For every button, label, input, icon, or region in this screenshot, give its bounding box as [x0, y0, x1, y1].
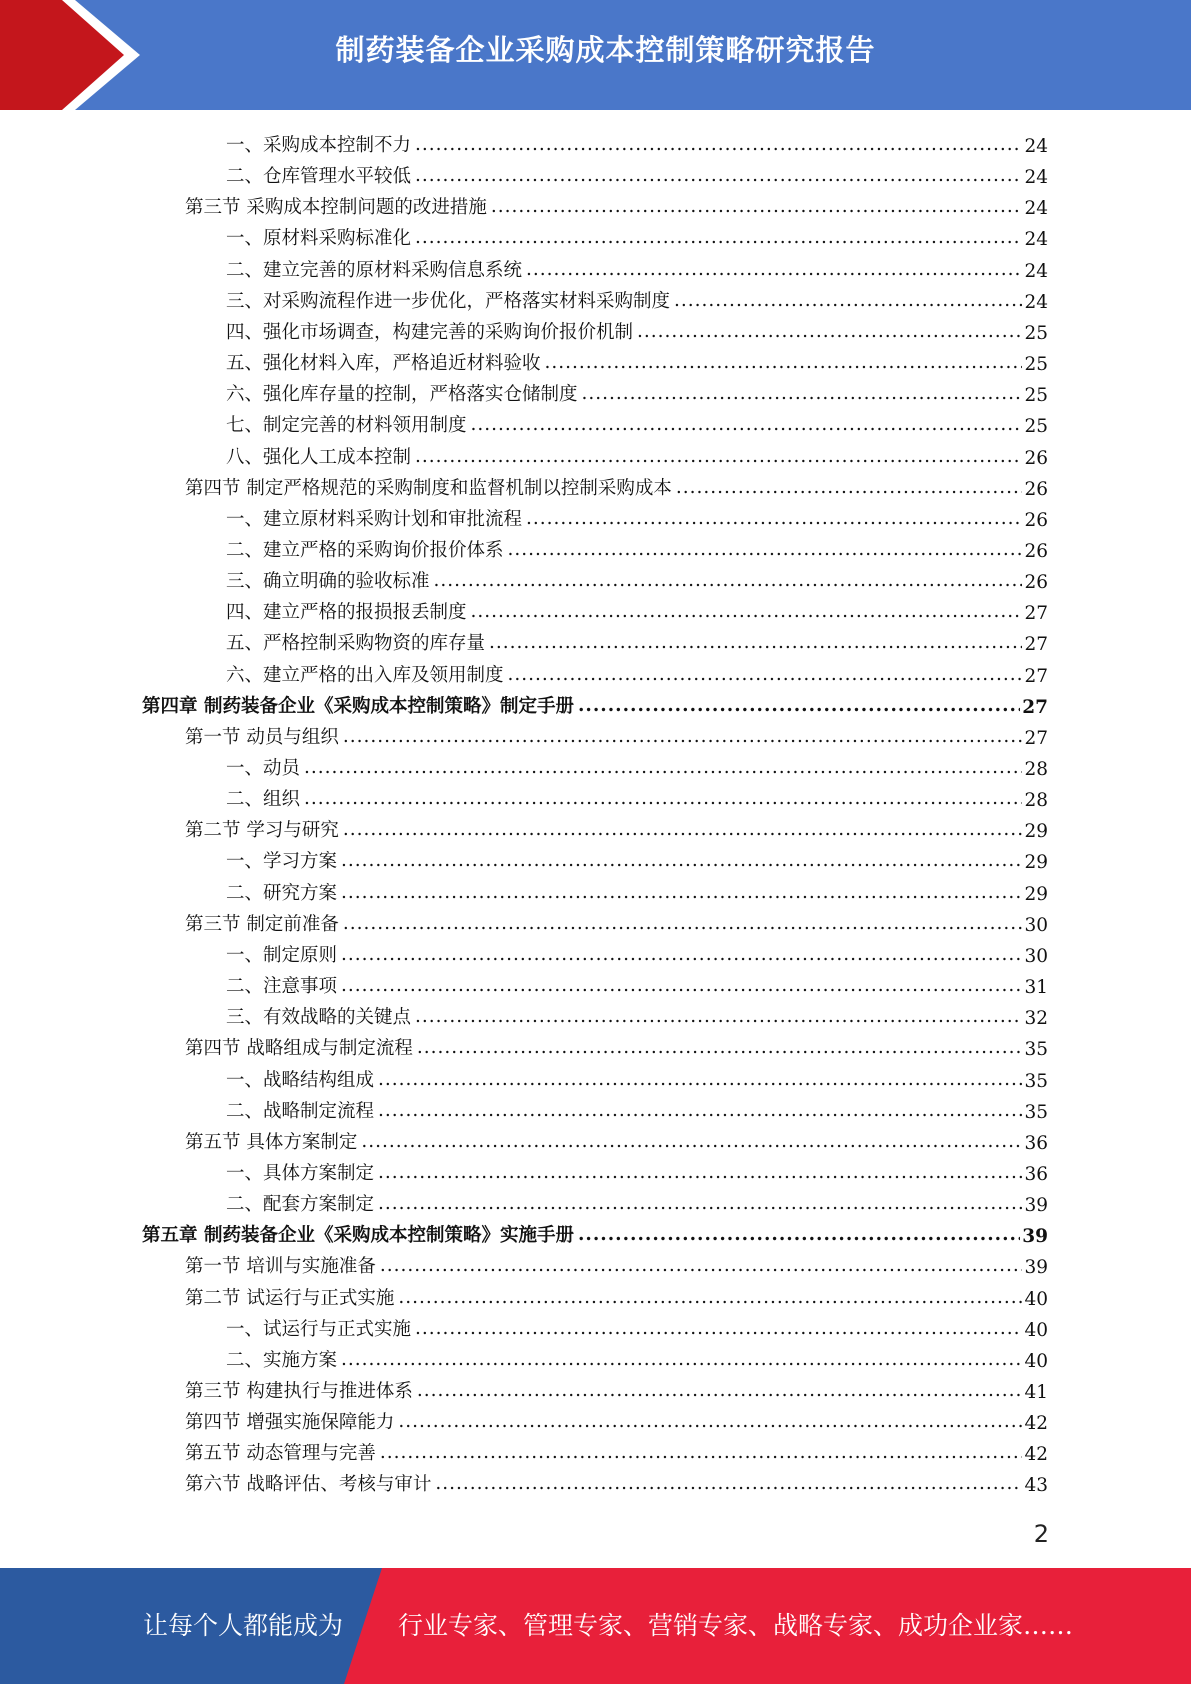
- toc-entry-page: 26: [1024, 509, 1048, 531]
- toc-subsection-entry[interactable]: [226, 780, 1048, 811]
- toc-dot-leader: [361, 1130, 1022, 1154]
- toc-entry-page: 24: [1024, 136, 1048, 157]
- toc-subsection-entry[interactable]: [226, 967, 1048, 998]
- page-number: 2: [1033, 1520, 1049, 1548]
- toc-subsection-entry[interactable]: [226, 313, 1048, 344]
- toc-entry-title: 二、实施方案: [226, 1349, 338, 1371]
- toc-dot-leader: [343, 725, 1023, 749]
- toc-entry-page: 42: [1024, 1413, 1048, 1435]
- toc-entry-title: 四、强化市场调查，构建完善的采购询价报价机制: [226, 321, 634, 343]
- toc-dot-leader: [417, 1036, 1023, 1060]
- toc-dot-leader: [343, 818, 1023, 842]
- toc-entry-title: 一、原材料采购标准化: [226, 228, 412, 250]
- toc-entry-title: 二、研究方案: [226, 882, 338, 904]
- toc-dot-leader: [676, 476, 1023, 500]
- toc-dot-leader: [341, 849, 1022, 873]
- toc-entry-title: 第二节 试运行与正式实施: [185, 1287, 395, 1309]
- toc-subsection-entry[interactable]: [226, 438, 1048, 469]
- toc-section-entry[interactable]: [185, 1434, 1048, 1465]
- toc-dot-leader: [582, 382, 1023, 406]
- toc-entry-title: 第六节 战略评估、考核与审计: [185, 1474, 432, 1496]
- toc-subsection-entry[interactable]: [226, 1154, 1048, 1185]
- toc-subsection-entry[interactable]: [226, 1341, 1048, 1372]
- toc-dot-leader: [341, 1348, 1022, 1372]
- toc-section-entry[interactable]: [185, 1279, 1048, 1310]
- toc-entry-page: 39: [1022, 1226, 1048, 1248]
- toc-dot-leader: [435, 1472, 1022, 1496]
- toc-entry-page: 25: [1024, 354, 1048, 376]
- toc-entry-title: 第四节 制定严格规范的采购制度和监督机制以控制采购成本: [185, 477, 672, 499]
- toc-entry-title: 六、强化库存量的控制，严格落实仓储制度: [226, 384, 578, 406]
- toc-dot-leader: [415, 226, 1022, 250]
- toc-dot-leader: [343, 912, 1023, 936]
- toc-entry-page: 24: [1024, 260, 1048, 282]
- toc-subsection-entry[interactable]: [226, 749, 1048, 780]
- toc-entry-page: 28: [1024, 759, 1048, 780]
- page-header: [0, 0, 1191, 110]
- toc-subsection-entry[interactable]: [226, 593, 1048, 624]
- toc-entry-page: 30: [1024, 914, 1048, 936]
- toc-subsection-entry[interactable]: [226, 1310, 1048, 1341]
- toc-entry-title: 二、组织: [226, 789, 301, 811]
- toc-dot-leader: [415, 1317, 1022, 1341]
- toc-section-entry[interactable]: [185, 188, 1048, 219]
- toc-subsection-entry[interactable]: [226, 874, 1048, 905]
- toc-entry-title: 一、动员: [226, 758, 301, 779]
- toc-dot-leader: [417, 1379, 1023, 1403]
- toc-dot-leader: [674, 289, 1022, 313]
- toc-section-entry[interactable]: [185, 1465, 1048, 1496]
- page-footer: [0, 1568, 1191, 1684]
- toc-entry-page: 27: [1024, 727, 1048, 749]
- toc-entry-page: 25: [1024, 385, 1048, 407]
- toc-entry-page: 25: [1024, 322, 1048, 344]
- toc-subsection-entry[interactable]: [226, 624, 1048, 655]
- toc-entry-title: 四、建立严格的报损报丢制度: [226, 602, 467, 624]
- toc-dot-leader: [380, 1441, 1023, 1465]
- toc-entry-page: 26: [1024, 478, 1048, 500]
- toc-chapter-entry[interactable]: [142, 1216, 1048, 1247]
- toc-entry-title: 二、配套方案制定: [226, 1194, 375, 1216]
- toc-dot-leader: [378, 1068, 1022, 1092]
- toc-entry-page: 29: [1024, 821, 1048, 843]
- toc-dot-leader: [398, 1410, 1022, 1434]
- toc-subsection-entry[interactable]: [226, 842, 1048, 873]
- toc-entry-page: 27: [1024, 665, 1048, 687]
- toc-dot-leader: [415, 164, 1022, 188]
- toc-dot-leader: [378, 1192, 1022, 1216]
- toc-dot-leader: [304, 787, 1022, 811]
- toc-entry-page: 40: [1024, 1288, 1048, 1310]
- toc-dot-leader: [491, 195, 1023, 219]
- toc-entry-page: 41: [1024, 1382, 1048, 1403]
- toc-subsection-entry[interactable]: [226, 1185, 1048, 1216]
- toc-entry-page: 36: [1024, 1163, 1048, 1185]
- toc-entry-title: 一、学习方案: [226, 851, 338, 873]
- toc-subsection-entry[interactable]: [226, 1061, 1048, 1092]
- toc-entry-page: 24: [1024, 167, 1048, 189]
- toc-section-entry[interactable]: [185, 1372, 1048, 1403]
- toc-dot-leader: [471, 600, 1023, 624]
- toc-dot-leader: [341, 881, 1022, 905]
- toc-dot-leader: [526, 258, 1022, 282]
- toc-entry-title: 一、建立原材料采购计划和审批流程: [226, 508, 523, 530]
- toc-subsection-entry[interactable]: [226, 126, 1048, 157]
- toc-entry-title: 第四章 制药装备企业《采购成本控制策略》制定手册: [142, 695, 574, 717]
- toc-section-entry[interactable]: [185, 718, 1048, 749]
- toc-subsection-entry[interactable]: [226, 998, 1048, 1029]
- toc-entry-title: 第二节 学习与研究: [185, 820, 339, 842]
- toc-entry-page: 35: [1024, 1070, 1048, 1092]
- toc-entry-page: 24: [1024, 229, 1048, 251]
- toc-entry-title: 第三节 制定前准备: [185, 913, 339, 935]
- toc-entry-page: 29: [1024, 883, 1048, 905]
- toc-entry-page: 26: [1024, 572, 1048, 594]
- toc-entry-title: 二、建立严格的采购询价报价体系: [226, 539, 504, 561]
- toc-subsection-entry[interactable]: [226, 936, 1048, 967]
- toc-entry-title: 二、注意事项: [226, 976, 338, 998]
- toc-subsection-entry[interactable]: [226, 562, 1048, 593]
- toc-entry-page: 27: [1024, 603, 1048, 625]
- toc-subsection-entry[interactable]: [226, 375, 1048, 406]
- toc-section-entry[interactable]: [185, 1123, 1048, 1154]
- toc-entry-page: 39: [1024, 1257, 1048, 1279]
- toc-subsection-entry[interactable]: [226, 656, 1048, 687]
- toc-entry-page: 36: [1024, 1132, 1048, 1154]
- toc-entry-title: 二、战略制定流程: [226, 1100, 375, 1122]
- toc-dot-leader: [471, 413, 1023, 437]
- toc-entry-title: 一、制定原则: [226, 944, 338, 966]
- document-title: 制药装备企业采购成本控制策略研究报告: [335, 33, 876, 67]
- toc-dot-leader: [415, 445, 1022, 469]
- toc-dot-leader: [380, 1254, 1023, 1278]
- toc-entry-page: 35: [1024, 1101, 1048, 1123]
- toc-entry-page: 30: [1024, 945, 1048, 967]
- toc-entry-page: 26: [1024, 540, 1048, 562]
- toc-dot-leader: [526, 507, 1022, 531]
- toc-entry-page: 31: [1024, 977, 1048, 999]
- toc-section-entry[interactable]: [185, 1403, 1048, 1434]
- toc-entry-title: 六、建立严格的出入库及领用制度: [226, 664, 504, 686]
- toc-dot-leader: [508, 538, 1023, 562]
- toc-subsection-entry[interactable]: [226, 500, 1048, 531]
- toc-dot-leader: [378, 1161, 1022, 1185]
- toc-entry-page: 27: [1024, 634, 1048, 656]
- toc-entry-page: 40: [1024, 1350, 1048, 1372]
- toc-chapter-entry[interactable]: [142, 687, 1048, 718]
- toc-entry-title: 第四节 增强实施保障能力: [185, 1412, 395, 1434]
- toc-dot-leader: [545, 351, 1023, 375]
- toc-dot-leader: [489, 631, 1022, 655]
- toc-entry-title: 五、强化材料入库，严格追近材料验收: [226, 353, 541, 375]
- toc-dot-leader: [578, 1223, 1020, 1247]
- toc-entry-title: 一、战略结构组成: [226, 1069, 375, 1091]
- toc-entry-page: 24: [1024, 291, 1048, 313]
- toc-entry-page: 39: [1024, 1195, 1048, 1217]
- toc-section-entry[interactable]: [185, 469, 1048, 500]
- footer-slogan-right: 行业专家、管理专家、营销专家、战略专家、成功企业家……: [398, 1611, 1074, 1640]
- toc-entry-title: 一、采购成本控制不力: [226, 135, 412, 156]
- toc-entry-title: 第三节 构建执行与推进体系: [185, 1381, 413, 1402]
- toc-entry-title: 一、试运行与正式实施: [226, 1318, 412, 1340]
- toc-entry-page: 28: [1024, 790, 1048, 812]
- toc-entry-title: 七、制定完善的材料领用制度: [226, 415, 467, 437]
- toc-entry-title: 第五节 具体方案制定: [185, 1131, 358, 1153]
- toc-section-entry[interactable]: [185, 1029, 1048, 1060]
- toc-dot-leader: [415, 133, 1022, 157]
- toc-dot-leader: [578, 694, 1020, 718]
- toc-section-entry[interactable]: [185, 811, 1048, 842]
- toc-dot-leader: [341, 943, 1022, 967]
- toc-dot-leader: [434, 569, 1023, 593]
- toc-entry-page: 35: [1024, 1039, 1048, 1061]
- toc-entry-title: 三、确立明确的验收标准: [226, 571, 430, 593]
- footer-slogan-left: 让每个人都能成为: [143, 1611, 344, 1640]
- toc-entry-title: 第四节 战略组成与制定流程: [185, 1038, 413, 1060]
- toc-entry-page: 42: [1024, 1444, 1048, 1466]
- toc-entry-title: 八、强化人工成本控制: [226, 446, 412, 468]
- toc-entry-title: 第五章 制药装备企业《采购成本控制策略》实施手册: [142, 1225, 574, 1247]
- toc-dot-leader: [508, 663, 1023, 687]
- toc-entry-page: 24: [1024, 198, 1048, 220]
- toc-subsection-entry[interactable]: [226, 531, 1048, 562]
- toc-subsection-entry[interactable]: [226, 157, 1048, 188]
- toc-dot-leader: [398, 1286, 1022, 1310]
- toc-entry-title: 三、有效战略的关键点: [226, 1007, 412, 1029]
- toc-subsection-entry[interactable]: [226, 344, 1048, 375]
- toc-subsection-entry[interactable]: [226, 219, 1048, 250]
- toc-dot-leader: [341, 974, 1022, 998]
- toc-entry-title: 第一节 培训与实施准备: [185, 1256, 376, 1278]
- toc-section-entry[interactable]: [185, 905, 1048, 936]
- toc-entry-title: 二、仓库管理水平较低: [226, 166, 412, 188]
- toc-dot-leader: [415, 1005, 1022, 1029]
- toc-entry-page: 25: [1024, 416, 1048, 438]
- toc-entry-title: 一、具体方案制定: [226, 1162, 375, 1184]
- toc-subsection-entry[interactable]: [226, 282, 1048, 313]
- toc-entry-page: 43: [1024, 1475, 1048, 1497]
- toc-dot-leader: [378, 1099, 1022, 1123]
- toc-subsection-entry[interactable]: [226, 251, 1048, 282]
- toc-entry-page: 40: [1024, 1319, 1048, 1341]
- toc-entry-title: 三、对采购流程作进一步优化，严格落实材料采购制度: [226, 290, 671, 312]
- toc-dot-leader: [637, 320, 1022, 344]
- toc-entry-title: 第五节 动态管理与完善: [185, 1443, 376, 1465]
- toc-entry-page: 32: [1024, 1008, 1048, 1030]
- toc-entry-page: 29: [1024, 852, 1048, 874]
- toc-entry-title: 第一节 动员与组织: [185, 726, 339, 748]
- toc-entry-title: 第三节 采购成本控制问题的改进措施: [185, 197, 487, 219]
- toc-entry-page: 26: [1024, 447, 1048, 469]
- toc-entry-title: 二、建立完善的原材料采购信息系统: [226, 259, 523, 281]
- toc-section-entry[interactable]: [185, 1247, 1048, 1278]
- toc-entry-title: 五、严格控制采购物资的库存量: [226, 633, 486, 655]
- toc-subsection-entry[interactable]: [226, 1092, 1048, 1123]
- toc-dot-leader: [304, 756, 1022, 780]
- toc-entry-page: 27: [1022, 696, 1048, 718]
- toc-subsection-entry[interactable]: [226, 406, 1048, 437]
